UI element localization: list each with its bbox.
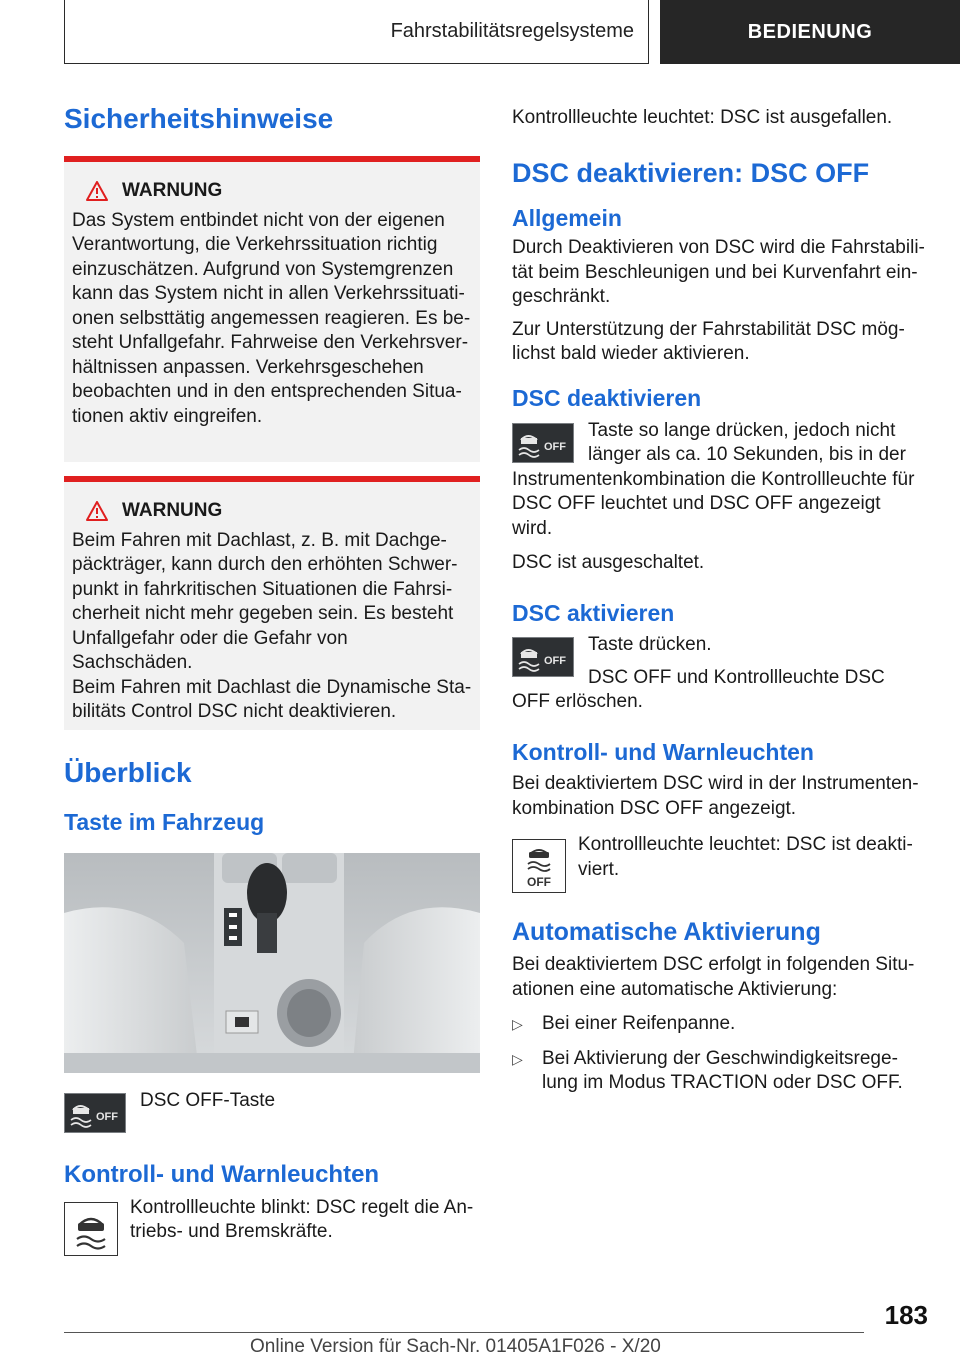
triangle-bullet-icon: ▷ [512, 1050, 523, 1067]
header-chapter-tab [660, 0, 960, 64]
warning-title-1: WARNUNG [72, 180, 472, 202]
left-column [64, 96, 480, 1256]
header-section-box [64, 0, 649, 64]
deactivate-text-rest: Instrumentenkombination die Kontrollleuchte für DSC OFF leuchtet und DSC OFF angezeigt wird. [512, 468, 915, 539]
right-column [512, 96, 928, 1096]
page-number: 183 [884, 1300, 928, 1330]
left-lights-heading: Kontroll- und Warnleuchten [64, 1160, 380, 1188]
right-lights-text-1: Bei deaktiviertem DSC wird in der Instrumenten- kombination DSC OFF angezeigt. [512, 773, 919, 819]
dsc-off-key-icon [64, 1093, 126, 1133]
general-text-2: Zur Unterstützung der Fahrstabilität DSC mög- lichst bald wieder aktivieren. [512, 318, 905, 365]
center-console-photo [64, 853, 480, 1073]
warning-text-1: Das System entbindet nicht von der eigenen Verantwortung, die Verkehrssituation richtig einzuschätzen. Aufgrund von Systemgrenzen kann das System nicht in allen Verkehrssituati- onen selbsttätig angemessen reagieren. Es be- steht Unfallgefahr. Fahrweise den Verkehrsver- hältnissen anpassen. Verkehrsgeschehen beobachten und in den entsprechenden Situa- tionen aktiv eingreifen. [72, 209, 471, 427]
overview-heading: Überblick [64, 756, 192, 788]
auto-activation-text: Bei deaktiviertem DSC erfolgt in folgenden Situ- ationen eine automatische Aktivierung: [512, 954, 915, 1000]
svg-text:OFF: OFF [527, 875, 551, 890]
activate-text-1: Taste drücken. [588, 634, 712, 656]
warning-box-2 [64, 476, 480, 730]
general-text-1: Durch Deaktivieren von DSC wird die Fahrstabili- tät beim Beschleunigen und bei Kurvenfahrt ein- geschränkt. [512, 237, 925, 308]
warning-text-2: Beim Fahren mit Dachlast, z. B. mit Dachge- päckträger, kann durch den erhöhten Schwer- punkt in fahrkritischen Situationen die Fahrsi- cherheit nicht mehr gegeben sein. Es besteht Unfallgefahr oder die Gefahr von Sachschäden. Beim Fahren mit Dachlast die Dynamische Sta- bilitäts Control DSC nicht deaktivieren. [72, 529, 472, 723]
key-caption-row [64, 1089, 480, 1133]
general-heading: Allgemein [512, 204, 622, 231]
right-lights-text-2: Kontrollleuchte leuchtet: DSC ist deakti- viert. [578, 834, 913, 880]
warning-triangle-icon [86, 501, 108, 521]
dsc-off-key-icon [512, 423, 574, 463]
activate-row [512, 633, 928, 690]
activate-text-2-rest: OFF erlöschen. [512, 691, 643, 713]
svg-text:OFF: OFF [96, 1110, 118, 1123]
dsc-off-indicator-icon [512, 839, 566, 893]
activate-text-2-first: DSC OFF und Kontrollleuchte DSC [588, 666, 885, 688]
dsc-deactivate-off-heading: DSC deaktivieren: DSC OFF [512, 157, 870, 188]
header-section-title: Fahrstabilitätsregelsysteme [390, 20, 634, 42]
warning-triangle-icon [86, 181, 108, 201]
header-chapter-title: BEDIENUNG [747, 20, 873, 43]
button-heading: Taste im Fahrzeug [64, 809, 265, 836]
deactivated-note: DSC ist ausgeschaltet. [512, 552, 705, 574]
right-lights-heading: Kontroll- und Warnleuchten [512, 738, 814, 765]
right-lights-row [512, 833, 928, 893]
svg-text:OFF: OFF [544, 655, 566, 668]
warning-box-1 [64, 156, 480, 462]
deactivate-row [512, 419, 928, 468]
triangle-bullet-icon: ▷ [512, 1016, 523, 1033]
dsc-indicator-icon [64, 1202, 118, 1256]
list-item: ▷ Bei Aktivierung der Geschwindigkeitsrege- lung im Modus TRACTION oder DSC OFF. [512, 1047, 928, 1096]
list-item: ▷ Bei einer Reifenpanne. [512, 1012, 928, 1037]
left-lights-text: Kontrollleuchte blinkt: DSC regelt die An- triebs- und Bremskräfte. [130, 1196, 474, 1243]
dsc-off-key-icon [512, 637, 574, 677]
auto-activation-heading: Automatische Aktivierung [512, 918, 821, 947]
footer-version-text: Online Version für Sach-Nr. 01405A1F026 - X/20 [250, 1336, 661, 1357]
warning-title-2: WARNUNG [72, 500, 472, 522]
dsc-activate-heading: DSC aktivieren [512, 599, 675, 626]
failure-note: Kontrollleuchte leuchtet: DSC ist ausgefallen. [512, 107, 893, 128]
dsc-deactivate-heading: DSC deaktivieren [512, 384, 702, 411]
footer-divider [64, 1332, 864, 1333]
key-caption: DSC OFF-Taste [140, 1089, 276, 1111]
left-lights-row [64, 1196, 480, 1256]
deactivate-text-first: Taste so lange drücken, jedoch nicht länger als ca. 10 Sekunden, bis in der [588, 419, 906, 466]
safety-heading: Sicherheitshinweise [64, 103, 334, 134]
svg-text:OFF: OFF [544, 440, 566, 453]
